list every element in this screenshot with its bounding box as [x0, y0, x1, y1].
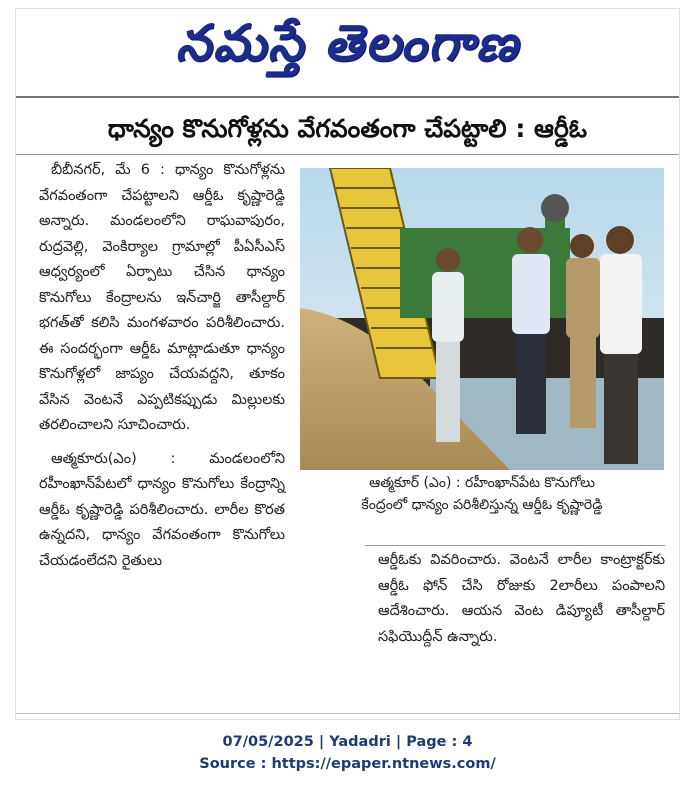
newspaper-clipping: [15, 8, 680, 720]
masthead: [15, 8, 680, 90]
photo-caption: [300, 472, 664, 516]
person-farmer: [432, 248, 464, 442]
divider: [15, 154, 680, 155]
caption-line: ఆత్మకూర్ (ఎం) : రహీంఖాన్‌పేట కొనుగోలు: [369, 475, 595, 491]
divider: [365, 545, 665, 546]
footer-source: Source : https://epaper.ntnews.com/: [199, 756, 496, 772]
divider: [15, 713, 680, 714]
news-photo-illustration: [300, 168, 664, 470]
article-column-right: [378, 548, 665, 650]
person-police: [566, 234, 600, 428]
article-paragraph: ఆర్డీఓకు వివరించారు. వెంటనే లారీల కాంట్రాక్టర్‌కు ఆర్డీఓ ఫోన్ చేసి రోజుకు 2లారీలు పంపాలని ఆదేశించారు. ఆయన వెంట డిప్యూటీ తాసీల్దార్ సఫియొద్దీన్ ఉన్నారు.: [378, 552, 665, 645]
person-officer: [512, 227, 550, 434]
article-column-left: [39, 158, 285, 574]
article-paragraph: బీబీనగర్, మే 6 : ధాన్యం కొనుగోళ్లను వేగవంతంగా చేపట్టాలని ఆర్డీఓ కృష్ణారెడ్డి అన్నారు. మండలంలోని రాఘవాపురం, రుద్రవెల్లి, వెంకిర్యాల గ్రామాల్లో పీఏసీఎస్ ఆధ్వర్యంలో ఏర్పాటు చేసిన ధాన్యం కొనుగోలు కేంద్రాలను ఇన్‌చార్జి తాసీల్దార్ భగత్‌తో కలిసి మంగళవారం పరిశీలించారు. ఈ సందర్భంగా ఆర్డీఓ మాట్లాడుతూ ధాన్యం కొనుగోళ్లలో జాప్యం చేయవద్దని, తూకం వేసిన వెంటనే ఎప్పటికప్పుడు మిల్లులకు తరలించాలని సూచించారు.: [39, 162, 285, 433]
article-paragraph: ఆత్మకూరు(ఎం) : మండలంలోని రహీంఖాన్‌పేటలో ధాన్యం కొనుగోలు కేంద్రాన్ని ఆర్డీఓ కృష్ణారెడ్డి పరిశీలించారు. లారీల కొరత ఉన్నదని, ధాన్యం వేగవంతంగా కొనుగోలు చేయడంలేదని రైతులు: [39, 450, 285, 569]
footer-date-edition: 07/05/2025 | Yadadri | Page : 4: [222, 734, 473, 750]
article-headline: ధాన్యం కొనుగోళ్లను వేగవంతంగా చేపట్టాలి : ఆర్డీఓ: [107, 114, 588, 143]
person-official: [600, 226, 642, 464]
caption-line: కేంద్రంలో ధాన్యం పరిశీలిస్తున్న ఆర్డీఓ కృష్ణారెడ్డి: [361, 497, 603, 513]
news-photo: [300, 168, 664, 470]
footer: [0, 731, 695, 775]
divider: [15, 96, 680, 98]
masthead-title: నమస్తే తెలంగాణ: [175, 13, 520, 72]
